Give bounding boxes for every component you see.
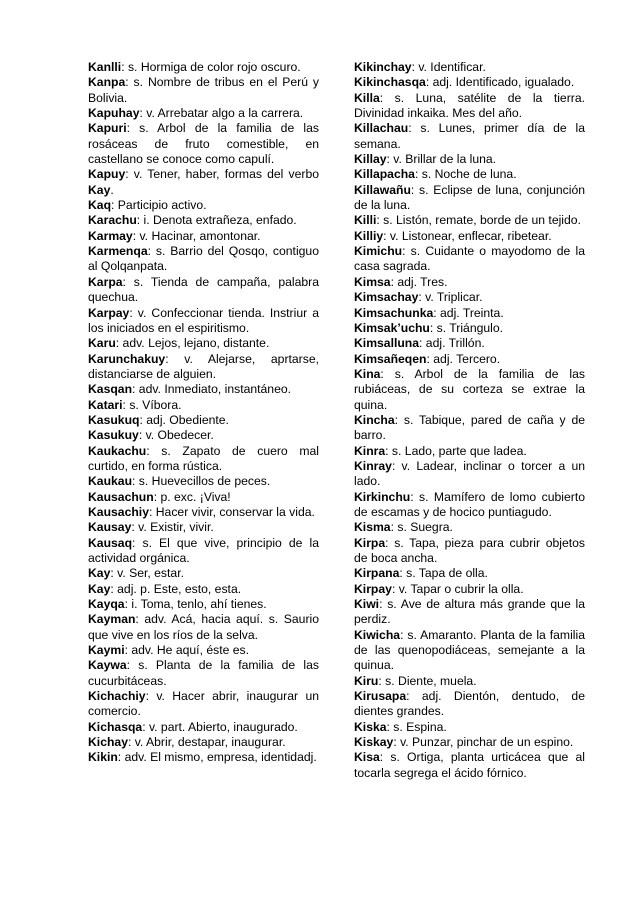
entry-definition: : s. Espina.	[386, 719, 447, 734]
dictionary-entry	[88, 121, 319, 167]
entry-headword: Kirkinchu	[354, 489, 411, 504]
dictionary-entry	[88, 658, 319, 689]
dictionary-entry	[88, 60, 319, 75]
dictionary-entry	[88, 750, 319, 765]
dictionary-entry	[354, 520, 585, 535]
entry-definition: : s. Barrio del Qosqo, contiguo al Qolqanpata.	[88, 244, 319, 274]
entry-headword: Karachu	[88, 213, 137, 228]
dictionary-entry	[354, 582, 585, 597]
entry-definition: : adj. Dientón, dentudo, de dientes grandes.	[354, 689, 585, 719]
entry-definition: : adv. Inmediato, instantáneo.	[132, 382, 292, 397]
entry-definition: : s. Diente, muela.	[378, 673, 477, 688]
entry-headword: Karmenqa	[88, 244, 148, 259]
entry-definition: : s. Ortiga, planta urticácea que al tocarla segrega el ácido fórnico.	[354, 750, 585, 780]
entry-definition: : s. El que vive, principio de la actividad orgánica.	[88, 535, 319, 565]
entry-headword: Katari	[88, 397, 123, 412]
dictionary-entry	[354, 60, 585, 75]
entry-definition: : s. Listón, remate, borde de un tejido.	[376, 213, 581, 228]
entry-headword: Killawañu	[354, 182, 411, 197]
entry-definition: : s. Zapato de cuero mal curtido, en forma rústica.	[88, 443, 319, 473]
entry-headword: Kichachiy	[88, 689, 146, 704]
entry-headword: Karmay	[88, 228, 133, 243]
dictionary-entry	[354, 275, 585, 290]
entry-definition: : adv. Lejos, lejano, distante.	[115, 336, 270, 351]
entry-headword: Kanpa	[88, 75, 126, 90]
dictionary-entry	[354, 121, 585, 152]
dictionary-entry	[354, 167, 585, 182]
dictionary-entry	[354, 290, 585, 305]
entry-definition: : s. Triángulo.	[429, 320, 504, 335]
entry-definition: : adj. Trillón.	[419, 336, 485, 351]
entry-definition: : v. Tener, haber, formas del verbo	[125, 167, 319, 182]
entry-definition: : i. Toma, tenlo, ahí tienes.	[124, 597, 267, 612]
entry-headword: Kanlli	[88, 60, 122, 74]
left-column	[88, 60, 319, 766]
entry-headword: Kincha	[354, 412, 395, 427]
dictionary-entry	[88, 413, 319, 428]
dictionary-entry	[88, 582, 319, 597]
entry-definition: : v. Tapar o cubrir la olla.	[391, 581, 524, 596]
dictionary-entry	[88, 720, 319, 735]
dictionary-entry	[88, 490, 319, 505]
entry-headword: Kikinchay	[354, 60, 412, 74]
entry-definition: : v. Obedecer.	[138, 428, 214, 443]
entry-definition: : s. Suegra.	[390, 520, 453, 535]
entry-headword: Kina	[354, 366, 381, 381]
entry-definition: : s. Víbora.	[122, 397, 182, 412]
dictionary-entry	[88, 474, 319, 489]
entry-headword: Kinra	[354, 443, 386, 458]
entry-headword: Kisa	[354, 750, 380, 765]
dictionary-entry	[354, 213, 585, 228]
entry-headword: Kirusapa	[354, 689, 407, 704]
dictionary-entry	[354, 597, 585, 628]
entry-headword: Kayman	[88, 612, 136, 627]
dictionary-entry	[354, 689, 585, 720]
entry-definition: : v. Brillar de la luna.	[386, 152, 497, 167]
entry-headword: Kapuri	[88, 121, 127, 136]
entry-definition: : adv. He aquí, éste es.	[124, 643, 250, 658]
entry-definition: : adv. El mismo, empresa, identidadj.	[117, 750, 317, 765]
dictionary-entry	[88, 213, 319, 228]
entry-headword: Kapuy	[88, 167, 126, 182]
entry-definition: : s. Mamífero de lomo cubierto de escamas y de hocico puntiagudo.	[354, 489, 585, 519]
entry-headword: Kimichu	[354, 244, 403, 259]
dictionary-entry	[88, 229, 319, 244]
entry-definition: : v. Existir, vivir.	[131, 520, 214, 535]
entry-headword: Kay	[88, 566, 111, 581]
entry-headword: Kikinchasqa	[354, 75, 426, 90]
dictionary-entry	[354, 306, 585, 321]
entry-definition: : v. Ser, estar.	[110, 566, 184, 581]
entry-definition: : s. Hormiga de color rojo oscuro.	[121, 60, 301, 74]
entry-headword: Kimsa	[354, 274, 391, 289]
entry-definition: : s. Tabique, pared de caña y de barro.	[354, 412, 585, 443]
entry-headword: Kasukuq	[88, 412, 140, 427]
entry-headword: Kikin	[88, 750, 118, 765]
entry-headword: Karu	[88, 336, 116, 351]
dictionary-entry	[354, 444, 585, 459]
dictionary-entry	[88, 198, 319, 213]
entry-headword: Kasukuy	[88, 428, 139, 443]
entry-headword: Killay	[354, 152, 387, 167]
dictionary-entry	[354, 628, 585, 674]
entry-crossref: Kay	[88, 182, 111, 197]
dictionary-entry	[88, 643, 319, 658]
entry-definition: : s. Amaranto. Planta de la familia de las quenopodiáceas, semejante a la quinua.	[354, 627, 585, 673]
entry-headword: Killiy	[354, 228, 384, 243]
entry-headword: Kiwicha	[354, 627, 401, 642]
entry-definition: : s. Ave de altura más grande que la perdiz.	[354, 597, 585, 627]
entry-headword: Killa	[354, 90, 380, 105]
entry-definition: : p. exc. ¡Viva!	[153, 489, 231, 504]
entry-definition: : s. Eclipse de luna, conjunción de la luna.	[354, 182, 585, 213]
dictionary-entry	[88, 352, 319, 383]
entry-headword: Kimsachunka	[354, 305, 434, 320]
entry-headword: Karpa	[88, 274, 123, 289]
entry-definition: : v. Listonear, enflecar, ribetear.	[383, 228, 552, 243]
dictionary-entry	[354, 750, 585, 781]
entry-definition: : v. Alejarse, aprtarse, distanciarse de alguien.	[88, 351, 319, 381]
dictionary-entry	[354, 566, 585, 581]
entry-headword: Kaq	[88, 198, 112, 213]
dictionary-entry	[88, 597, 319, 612]
entry-headword: Kausachun	[88, 489, 154, 504]
dictionary-entry	[354, 321, 585, 336]
entry-headword: Kimsak’uchu	[354, 320, 430, 335]
entry-headword: Kiskay	[354, 735, 394, 750]
entry-definition: : s. Planta de la familia de las cucurbitáceas.	[88, 658, 319, 688]
entry-headword: Kimsalluna	[354, 336, 420, 351]
dictionary-entry	[354, 75, 585, 90]
dictionary-entry	[354, 352, 585, 367]
entry-definition: : adj. Tres.	[390, 274, 448, 289]
entry-headword: Karpay	[88, 305, 130, 320]
entry-headword: Kirpay	[354, 581, 392, 596]
dictionary-entry	[354, 536, 585, 567]
entry-definition: : s. Arbol de la familia de las rosáceas de fruto comestible, en castellano se conoce como capulí.	[88, 121, 319, 167]
entry-definition: : adv. Acá, hacia aquí. s. Saurio que vive en los ríos de la selva.	[88, 612, 319, 642]
entry-headword: Killachau	[354, 121, 409, 136]
entry-headword: Kaymi	[88, 643, 125, 658]
entry-headword: Kirpana	[354, 566, 400, 581]
dictionary-entry	[354, 91, 585, 122]
dictionary-entry	[88, 106, 319, 121]
entry-headword: Killapacha	[354, 167, 415, 182]
dictionary-entry	[354, 674, 585, 689]
entry-headword: Kimsañeqen	[354, 351, 427, 366]
entry-definition-tail: .	[110, 182, 114, 197]
entry-definition: : adj. Identificado, igualado.	[425, 75, 575, 90]
entry-headword: Kirpa	[354, 535, 386, 550]
entry-definition: : s. Cuidante o mayodomo de la casa sagrada.	[354, 244, 585, 274]
entry-headword: Kayqa	[88, 597, 125, 612]
dictionary-entry	[88, 566, 319, 581]
entry-headword: Kisma	[354, 520, 391, 535]
entry-headword: Kapuhay	[88, 106, 140, 121]
entry-headword: Killi	[354, 213, 377, 228]
dictionary-entry	[354, 229, 585, 244]
dictionary-entry	[88, 520, 319, 535]
entry-headword: Kiru	[354, 673, 379, 688]
dictionary-entry	[88, 167, 319, 198]
entry-definition: : adj. p. Este, esto, esta.	[110, 581, 242, 596]
entry-definition: : v. Hacer abrir, inaugurar un comercio.	[88, 689, 319, 719]
entry-headword: Kinray	[354, 458, 392, 473]
dictionary-entry	[88, 612, 319, 643]
dictionary-entry	[354, 413, 585, 444]
dictionary-entry	[88, 75, 319, 106]
dictionary-entry	[88, 244, 319, 275]
entry-definition: : s. Tapa, pieza para cubrir objetos de boca ancha.	[354, 535, 585, 565]
entry-definition: : s. Arbol de la familia de las rubiáceas, de su corteza se extrae la quina.	[354, 366, 585, 412]
entry-definition: : s. Tienda de campaña, palabra quechua.	[88, 274, 319, 305]
dictionary-entry	[354, 152, 585, 167]
dictionary-entry	[88, 398, 319, 413]
entry-definition: : v. Triplicar.	[418, 290, 483, 305]
entry-definition: : v. Punzar, pinchar de un espino.	[393, 735, 574, 750]
dictionary-entry	[354, 490, 585, 521]
entry-definition: : i. Denota extrañeza, enfado.	[136, 213, 297, 228]
entry-definition: : s. Luna, satélite de la tierra. Divinidad inkaika. Mes del año.	[354, 90, 585, 121]
dictionary-entry	[354, 367, 585, 413]
entry-headword: Kaywa	[88, 658, 127, 673]
entry-definition: : s. Lado, parte que ladea.	[385, 443, 527, 458]
dictionary-entry	[354, 459, 585, 490]
entry-definition: : v. Ladear, inclinar o torcer a un lado.	[354, 458, 585, 489]
dictionary-entry	[88, 336, 319, 351]
entry-definition: : s. Lunes, primer día de la semana.	[354, 121, 585, 151]
entry-definition: : v. Arrebatar algo a la carrera.	[139, 106, 304, 121]
entry-headword: Kimsachay	[354, 290, 419, 305]
entry-headword: Kiwi	[354, 597, 380, 612]
dictionary-entry	[354, 720, 585, 735]
entry-headword: Kay	[88, 581, 111, 596]
entry-definition: : s. Huevecillos de peces.	[132, 474, 271, 489]
entry-definition: : s. Noche de luna.	[414, 167, 517, 182]
dictionary-entry	[88, 536, 319, 567]
entry-headword: Kaukachu	[88, 443, 147, 458]
entry-headword: Kasqan	[88, 382, 133, 397]
dictionary-entry	[88, 275, 319, 306]
entry-headword: Kaukau	[88, 474, 133, 489]
dictionary-entry	[354, 244, 585, 275]
dictionary-entry	[354, 735, 585, 750]
dictionary-entry	[88, 505, 319, 520]
dictionary-entry	[88, 428, 319, 443]
dictionary-entry	[354, 336, 585, 351]
entry-definition: : adj. Tercero.	[426, 351, 501, 366]
entry-headword: Kiska	[354, 719, 387, 734]
entry-definition: : v. part. Abierto, inaugurado.	[142, 719, 298, 734]
entry-definition: : v. Hacinar, amontonar.	[132, 228, 261, 243]
entry-definition: : s. Nombre de tribus en el Perú y Bolivia.	[88, 75, 319, 105]
entry-headword: Karunchakuy	[88, 351, 166, 366]
entry-definition: : v. Identificar.	[411, 60, 486, 74]
entry-definition: : adj. Obediente.	[139, 412, 229, 427]
entry-definition: : v. Abrir, destapar, inaugurar.	[127, 735, 286, 750]
entry-definition: : adj. Treinta.	[433, 305, 504, 320]
entry-headword: Kichay	[88, 735, 128, 750]
entry-definition: : Hacer vivir, conservar la vida.	[148, 504, 315, 519]
dictionary-entry	[88, 382, 319, 397]
entry-definition: : s. Tapa de olla.	[399, 566, 488, 581]
entry-definition: : v. Confeccionar tienda. Instriur a los iniciados en el espiritismo.	[88, 305, 319, 335]
dictionary-entry	[88, 735, 319, 750]
entry-headword: Kausaq	[88, 535, 133, 550]
dictionary-entry	[88, 306, 319, 337]
entry-definition: : Participio activo.	[111, 198, 207, 213]
entry-headword: Kausay	[88, 520, 132, 535]
dictionary-entry	[354, 183, 585, 214]
dictionary-entry	[88, 689, 319, 720]
entry-headword: Kichasqa	[88, 719, 143, 734]
right-column	[354, 60, 585, 781]
entry-headword: Kausachiy	[88, 504, 149, 519]
dictionary-entry	[88, 444, 319, 475]
